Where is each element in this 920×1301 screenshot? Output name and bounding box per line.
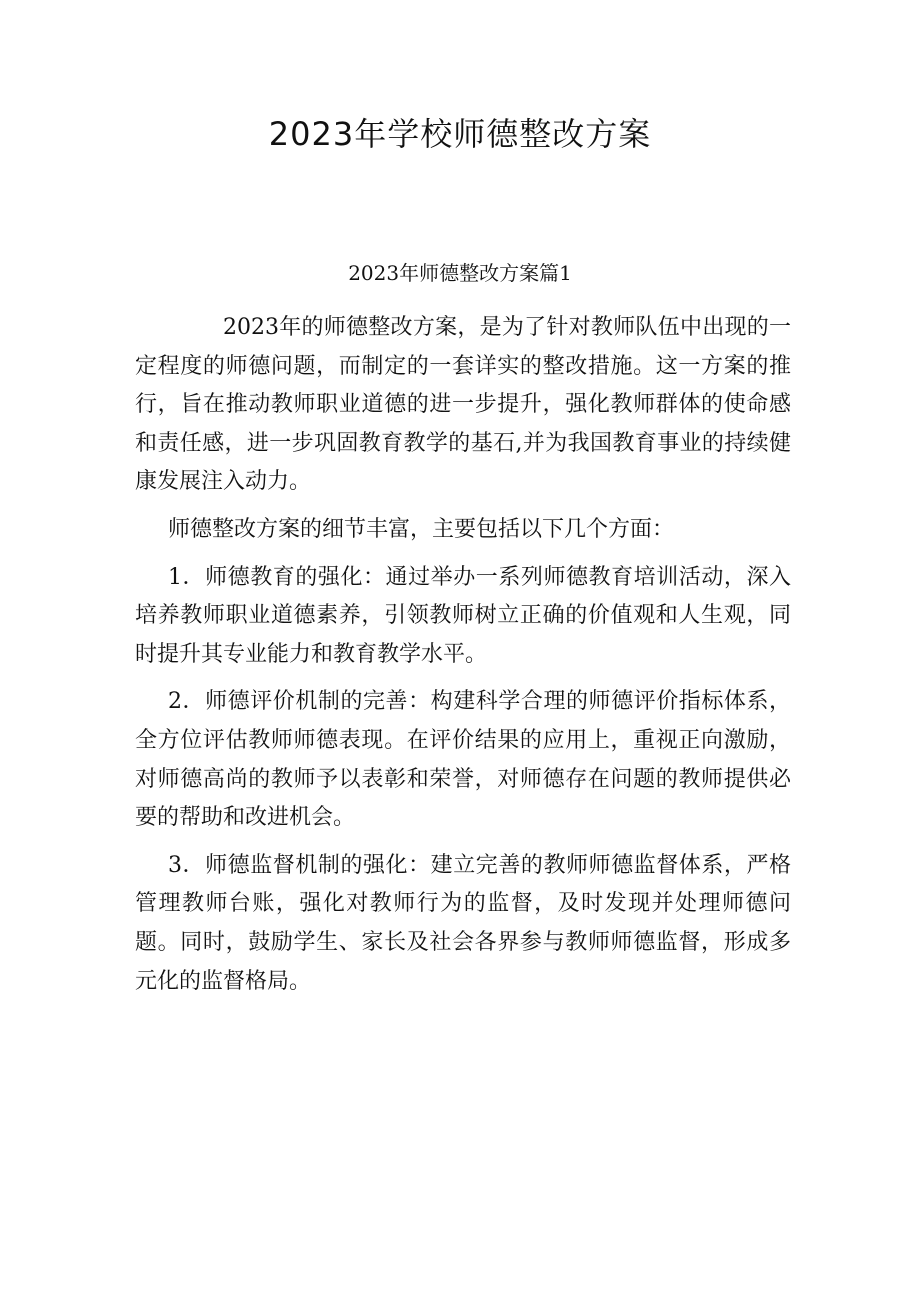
paragraph-item-3: 3．师德监督机制的强化：建立完善的教师师德监督体系，严格管理教师台账，强化对教师行为的监督，及时发现并处理师德问题。同时，鼓励学生、家长及社会各界参与教师师德监督，形成多元化的监督格局。: [135, 852, 791, 994]
section-title: 2023年师德整改方案篇1: [348, 261, 572, 285]
paragraph-overview: 师德整改方案的细节丰富，主要包括以下几个方面：: [168, 516, 675, 542]
paragraph-item-2: 2．师德评价机制的完善：构建科学合理的师德评价指标体系，全方位评估教师师德表现。在评价结果的应用上，重视正向激励，对师德高尚的教师予以表彰和荣誉，对师德存在问题的教师提供必要的帮助和改进机会。: [135, 689, 791, 831]
paragraph-item-1: 1．师德教育的强化：通过举办一系列师德教育培训活动，深入培养教师职业道德素养，引领教师树立正确的价值观和人生观，同时提升其专业能力和教育教学水平。: [135, 564, 791, 667]
paragraph-intro: 2023年的师德整改方案，是为了针对教师队伍中出现的一定程度的师德问题，而制定的一套详实的整改措施。这一方案的推行，旨在推动教师职业道德的进一步提升，强化教师群体的使命感和责任感，进一步巩固教育教学的基石,并为我国教育事业的持续健康发展注入动力。: [135, 315, 791, 495]
document-title: 2023年学校师德整改方案: [268, 115, 652, 153]
document-body: [135, 309, 791, 1010]
